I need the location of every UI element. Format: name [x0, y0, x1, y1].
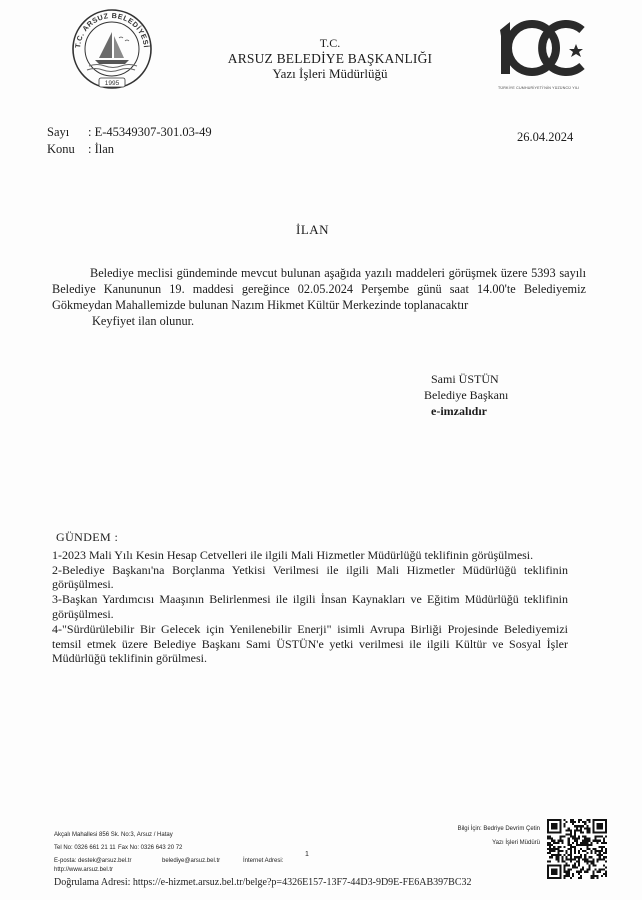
footer-address: Akçalı Mahallesi 856 Sk. No:3, Arsuz / Hatay: [54, 832, 173, 838]
announcement-body: [52, 265, 586, 329]
signatory-name: Sami ÜSTÜN: [431, 372, 499, 386]
republic-100th-year-logo: [496, 10, 588, 96]
signature-block: [423, 371, 508, 419]
agenda-item: 2-Belediye Başkanı'na Borçlanma Yetkisi Verilmesi ile ilgili Mali Hizmetler Müdürlüğü teklifinin görüşülmesi.: [52, 562, 568, 592]
reference-label: Sayı: [47, 125, 70, 139]
letterhead-country: T.C.: [319, 36, 341, 50]
qr-code-icon[interactable]: [547, 819, 607, 879]
signatory-title: Belediye Başkanı: [424, 388, 509, 402]
footer-email: E-posta: destek@arsuz.bel.tr: [54, 858, 132, 864]
announcement-closing: Keyfiyet ilan olunur.: [92, 314, 195, 328]
footer-contact: Bilgi İçin: Bedriye Devrim Çetin: [457, 826, 540, 832]
announcement-paragraph: Belediye meclisi gündeminde mevcut bulunan aşağıda yazılı maddeleri görüşmek üzere 5393 sayılı Belediye Kanununun 19. maddesi gereğince 02.05.2024 Perşembe günü saat 14.00'te Belediyemiz Gökmeydan Mahallemizde bulunan Nazım Hikmet Kültür Merkezinde toplanacaktır: [52, 266, 586, 312]
page-number: 1: [305, 851, 309, 858]
municipality-seal-logo: [71, 8, 153, 90]
svg-text:T.C. ARSUZ BELEDİYESİ: T.C. ARSUZ BELEDİYESİ: [73, 10, 151, 49]
e-signature-note: e-imzalıdır: [431, 404, 487, 418]
reference-number: : E-45349307-301.03-49: [88, 125, 212, 139]
footer-internet-label: İnternet Adresi:: [243, 858, 284, 864]
subject-value: : İlan: [88, 142, 115, 156]
agenda-heading: GÜNDEM :: [56, 530, 119, 544]
centennial-emblem-icon: [496, 10, 588, 84]
footer-email-secondary: belediye@arsuz.bel.tr: [162, 858, 221, 864]
letterhead-department: Yazı İşleri Müdürlüğü: [272, 66, 388, 81]
svg-text:1995: 1995: [104, 80, 120, 87]
agenda-item: 3-Başkan Yardımcısı Maaşının Belirlenmesi ile ilgili İnsan Kaynakları ve Eğitim Müdürlüğü teklifinin görüşülmesi.: [52, 592, 568, 621]
footer-website-link[interactable]: http://www.arsuz.bel.tr: [54, 867, 114, 873]
agenda-item: 1-2023 Mali Yılı Kesin Hesap Cetvelleri ile ilgili Mali Hizmetler Müdürlüğü teklifinin görüşülmesi.: [52, 547, 534, 562]
footer-phone: Tel No: 0326 661 21 11: [54, 845, 116, 851]
logo-tagline: TÜRKİYE CUMHURİYETİ'NİN YÜZÜNCÜ YILI: [498, 86, 580, 90]
letterhead-institution: ARSUZ BELEDİYE BAŞKANLIĞI: [227, 51, 433, 66]
verification-address[interactable]: Doğrulama Adresi: https://e-hizmet.arsuz.bel.tr/belge?p=4326E157-13F7-44D3-9D9E-FE6AB397BC32: [54, 877, 472, 888]
letterhead: [200, 36, 460, 81]
footer-contact-title: Yazı İşleri Müdürü: [492, 840, 540, 846]
agenda-item: 4-"Sürdürülebilir Bir Gelecek için Yenilenebilir Enerji" isimli Avrupa Birliği Projesinde Belediyemizi temsil etmek üzere Belediye Başkanı Sami ÜSTÜN'e yetki verilmesi ile ilgili Kültür ve Sosyal İşler Müdürlüğü teklifinin görülmesi.: [52, 621, 568, 666]
agenda-section: [52, 530, 568, 666]
document-title: İLAN: [296, 222, 330, 237]
subject-label: Konu: [47, 142, 75, 156]
footer-fax: Fax No: 0326 643 20 72: [118, 845, 183, 851]
document-date: 26.04.2024: [517, 130, 574, 144]
